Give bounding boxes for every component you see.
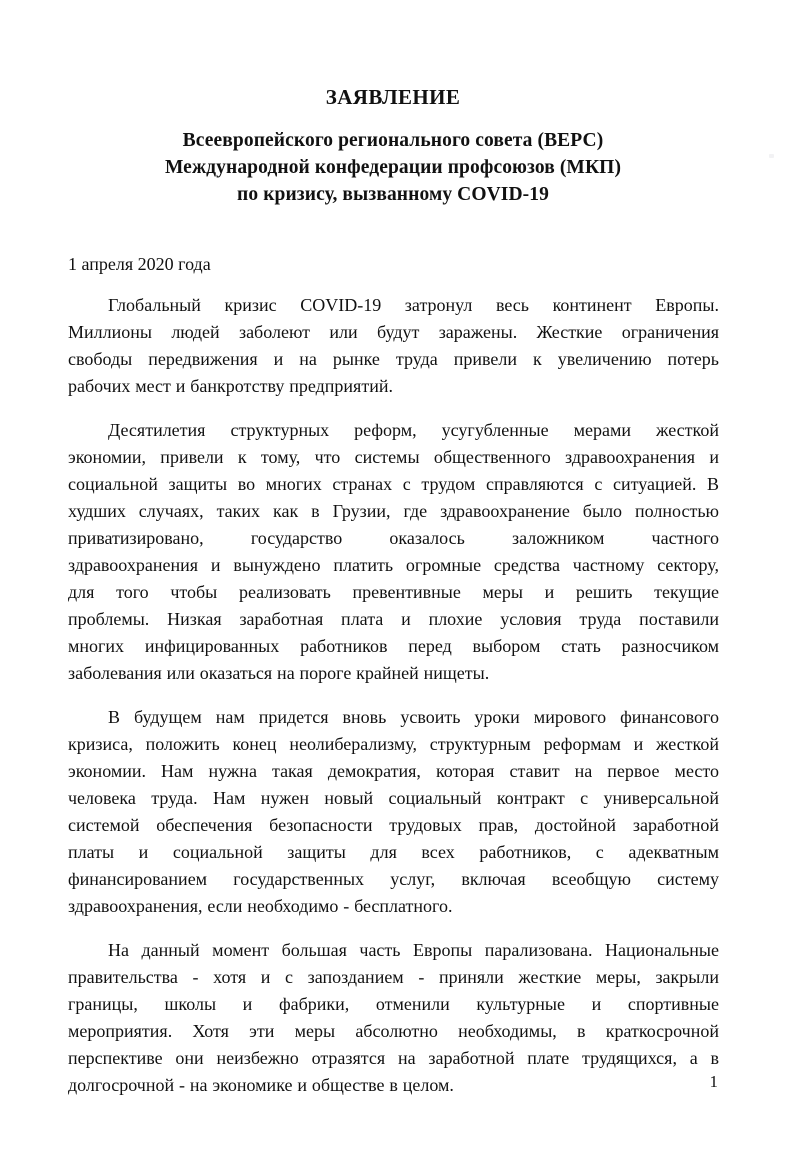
page-title: ЗАЯВЛЕНИЕ — [325, 85, 461, 109]
paragraph-2-line-3: социальной защиты во многих странах с трудом справляются с ситуацией. В — [68, 474, 719, 494]
paragraph-1-line-2: Миллионы людей заболеют или будут заражены. Жесткие ограничения — [68, 322, 719, 342]
paragraph-1-line-1: Глобальный кризис COVID-19 затронул весь континент Европы. — [108, 295, 719, 315]
subtitle-line-2: Международной конфедерации профсоюзов (МКП) — [164, 157, 622, 179]
document-subtitle — [68, 110, 718, 208]
paragraph-4-line-4: мероприятия. Хотя эти меры абсолютно необходимы, в краткосрочной — [68, 1021, 719, 1041]
paragraph-2-line-6: здравоохранения и вынуждено платить огромные средства частному сектору, — [68, 555, 719, 575]
paragraph-3-line-1: В будущем нам придется вновь усвоить уроки мирового финансового — [108, 707, 719, 727]
paragraph-3-line-6: платы и социальной защиты для всех работников, с адекватным — [68, 842, 719, 862]
paragraph-3 — [68, 704, 719, 920]
subtitle-line-1: Всеевропейского регионального совета (ВЕРС) — [182, 130, 604, 152]
paragraph-2-line-1: Десятилетия структурных реформ, усугубленные мерами жесткой — [108, 420, 719, 440]
paragraph-1-line-4: рабочих мест и банкротству предприятий. — [68, 376, 393, 396]
paragraph-4-line-6: долгосрочной - на экономике и обществе в целом. — [68, 1075, 454, 1095]
paragraph-2-line-2: экономии, привели к тому, что системы общественного здравоохранения и — [68, 447, 719, 467]
paragraph-2-line-10: заболевания или оказаться на пороге крайней нищеты. — [68, 663, 490, 683]
paragraph-4-line-1: На данный момент большая часть Европы парализована. Национальные — [108, 940, 719, 960]
paragraph-2-line-7: для того чтобы реализовать превентивные меры и решить текущие — [68, 582, 719, 602]
paragraph-4-line-2: правительства - хотя и с запозданием - приняли жесткие меры, закрыли — [68, 967, 719, 987]
paragraph-2 — [68, 417, 719, 687]
scan-artifact-speck — [769, 154, 774, 158]
page-number: 1 — [709, 1072, 718, 1091]
paragraph-1 — [68, 292, 719, 400]
subtitle-line-3: по кризису, вызванному COVID-19 — [237, 184, 549, 206]
paragraph-1-line-3: свободы передвижения и на рынке труда привели к увеличению потерь — [68, 349, 719, 369]
paragraph-3-line-7: финансированием государственных услуг, включая всеобщую систему — [68, 869, 719, 889]
paragraph-2-line-5: приватизировано, государство оказалось заложником частного — [68, 528, 719, 548]
paragraph-3-line-8: здравоохранения, если необходимо - бесплатного. — [68, 896, 453, 916]
paragraph-3-line-4: человека труда. Нам нужен новый социальный контракт с универсальной — [68, 788, 719, 808]
title-block — [68, 84, 718, 208]
paragraph-3-line-5: системой обеспечения безопасности трудовых прав, достойной заработной — [68, 815, 719, 835]
paragraph-2-line-9: многих инфицированных работников перед выбором стать разносчиком — [68, 636, 719, 656]
paragraph-2-line-8: проблемы. Низкая заработная плата и плохие условия труда поставили — [68, 609, 719, 629]
paragraph-2-line-4: худших случаях, таких как в Грузии, где здравоохранение было полностью — [68, 501, 719, 521]
document-body — [68, 292, 719, 1099]
paragraph-3-line-3: экономии. Нам нужна такая демократия, которая ставит на первое место — [68, 761, 719, 781]
paragraph-4-line-5: перспективе они неизбежно отразятся на заработной плате трудящихся, а в — [68, 1048, 719, 1068]
document-date: 1 апреля 2020 года — [68, 254, 211, 274]
paragraph-4-line-3: границы, школы и фабрики, отменили культурные и спортивные — [68, 994, 719, 1014]
paragraph-3-line-2: кризиса, положить конец неолиберализму, структурным реформам и жесткой — [68, 734, 719, 754]
